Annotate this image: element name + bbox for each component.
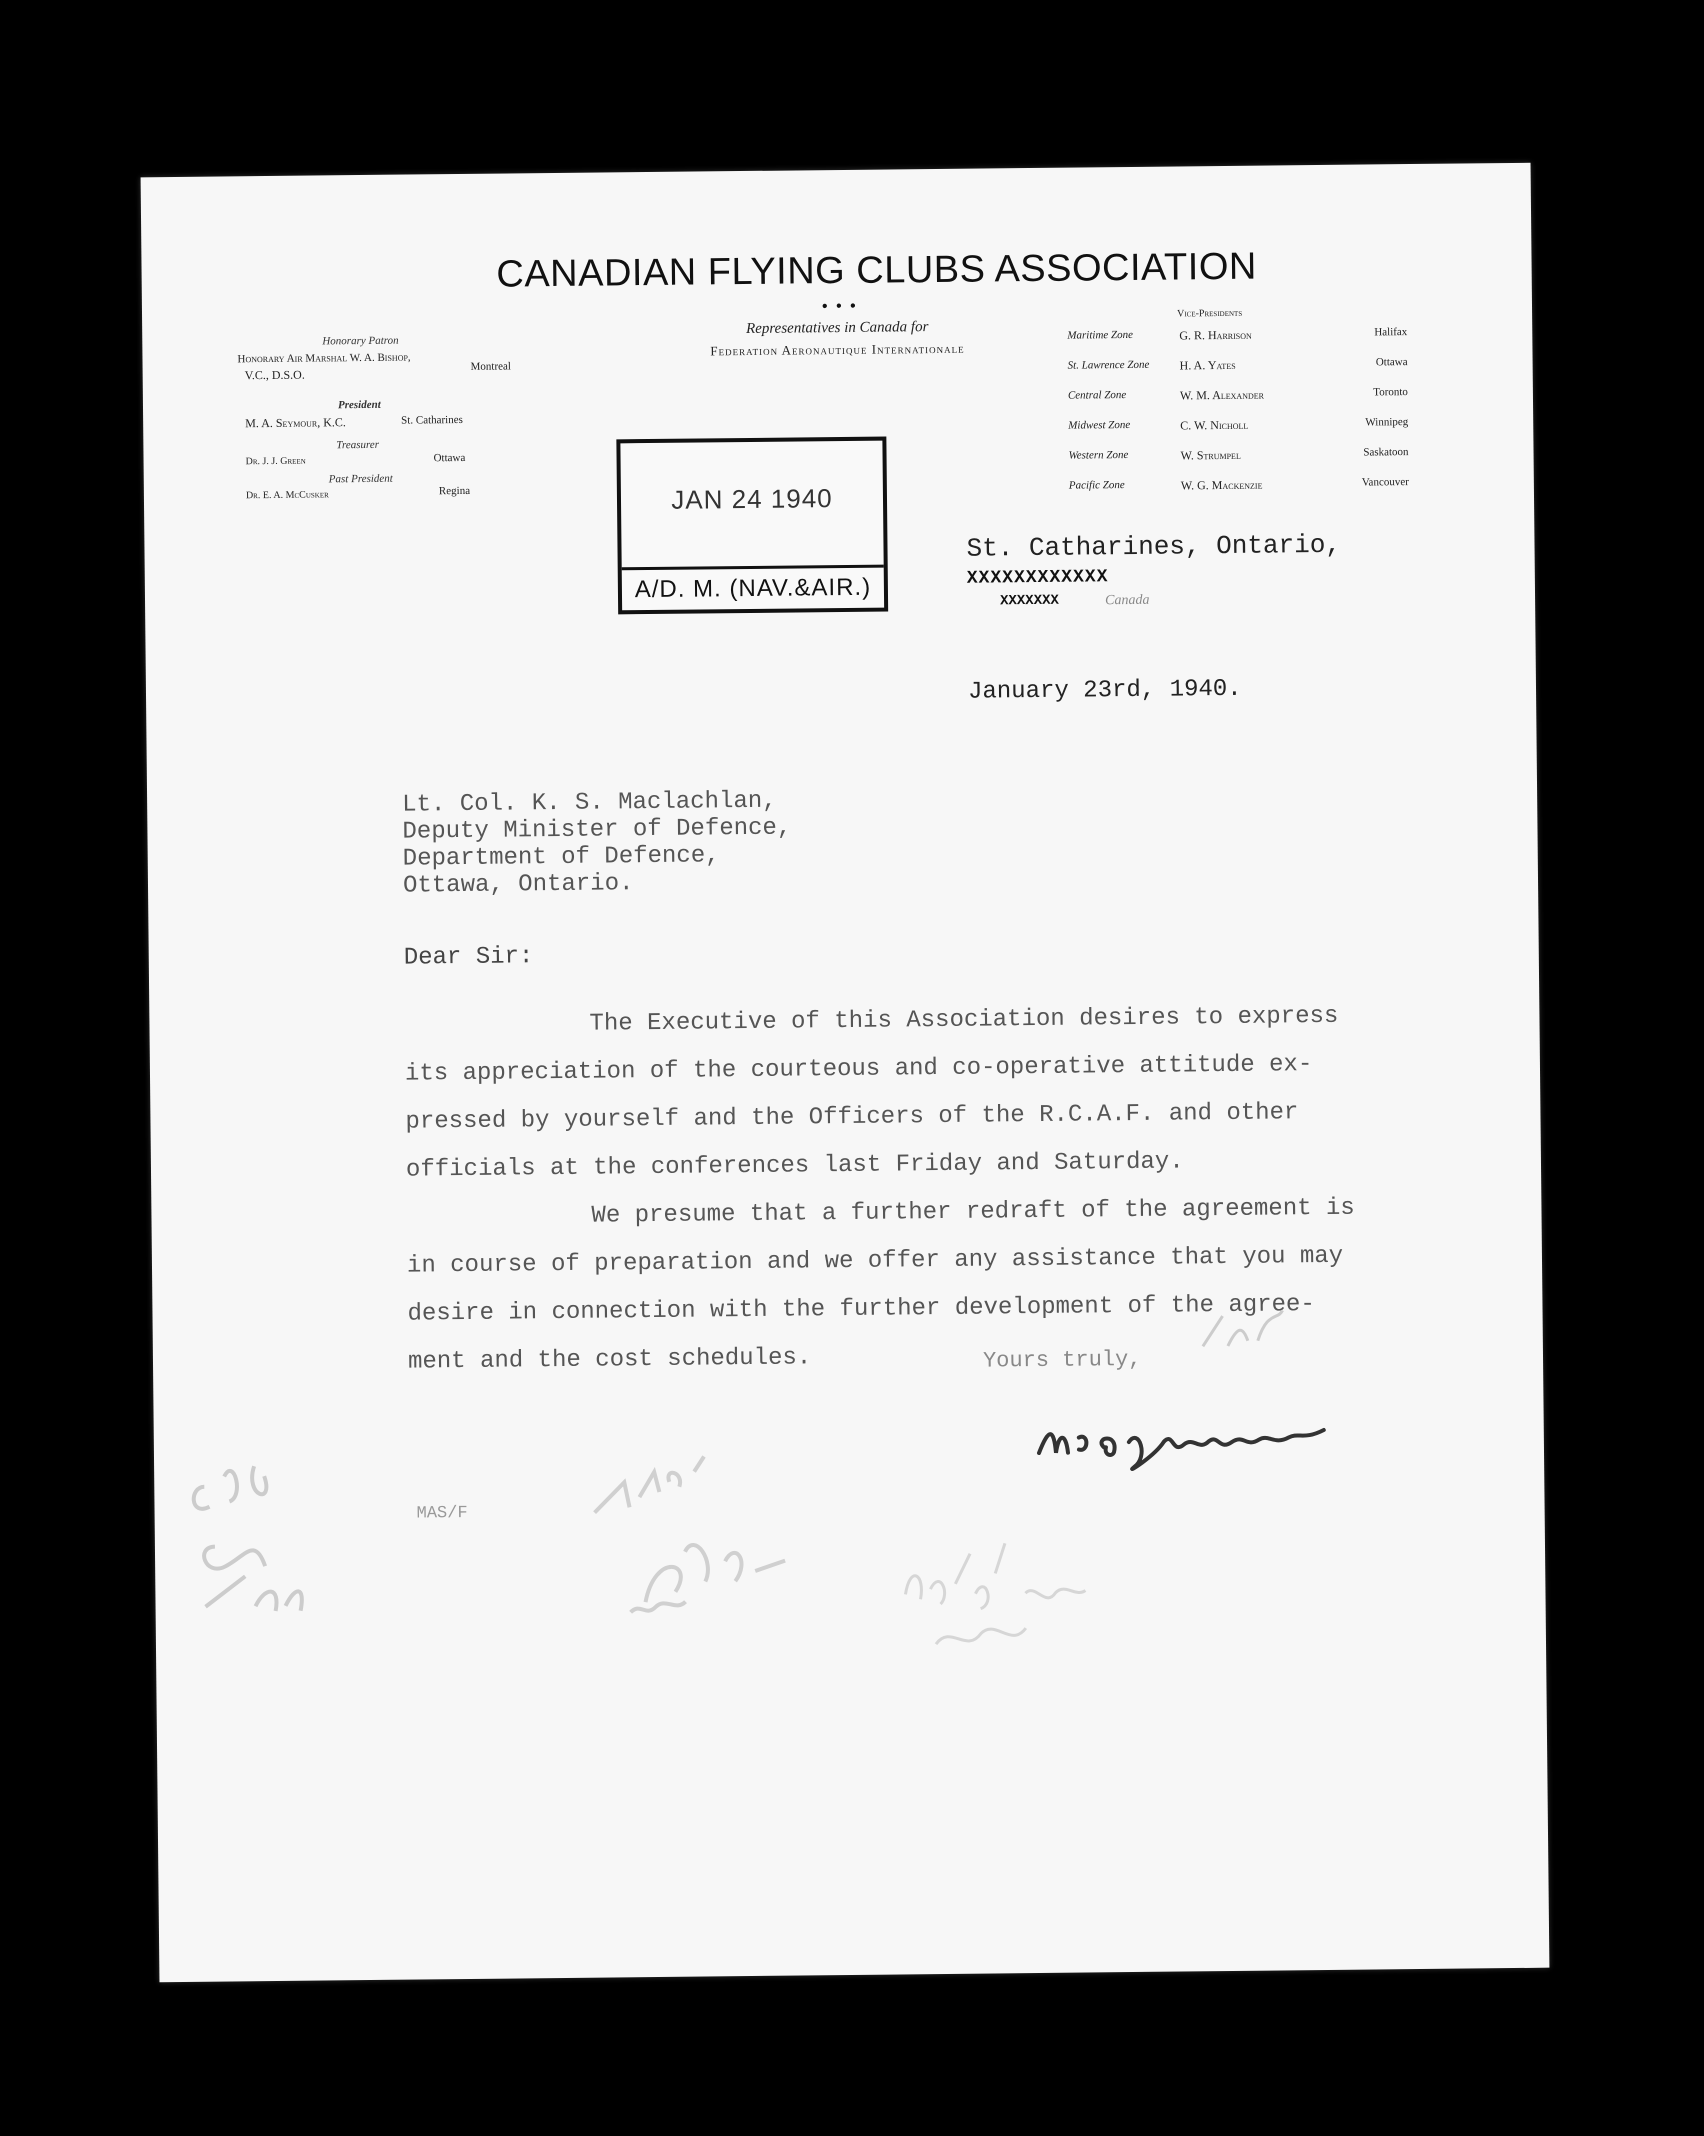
vp-zone: St. Lawrence Zone [1067,358,1150,372]
paragraph-line: desire in connection with the further development of the agree- [407,1291,1315,1328]
paragraph-line: pressed by yourself and the Officers of the R.C.A.F. and other [405,1099,1299,1136]
treasurer-label: Treasurer [336,438,380,452]
vp-zone: Pacific Zone [1068,479,1125,492]
handwritten-annotation [584,1450,846,1623]
paragraph-line: in course of preparation and we offer any assistance that you may [406,1242,1344,1280]
vp-row-central [1068,386,1408,410]
president-name: M. A. Seymour, K.C. [245,415,346,431]
paragraph-line: ment and the cost schedules. [407,1344,812,1376]
vp-row-pacific [1069,476,1409,500]
association-title: CANADIAN FLYING CLUBS ASSOCIATION [496,245,1258,296]
recipient-line: Lt. Col. K. S. Maclachlan, [402,787,777,819]
past-president-city: Regina [438,484,471,498]
vp-name: W. G. Mackenzie [1180,477,1263,493]
vp-city: Winnipeg [1365,416,1409,429]
struck-out-text: XXXXXXXXXXXX [966,567,1109,589]
letter-page [141,163,1550,1982]
struck-out-text: XXXXXXX [999,592,1059,610]
received-stamp [616,437,888,615]
past-president-label: Past President [328,472,393,486]
past-president-name: Dr. E. A. McCusker [245,489,329,502]
treasurer-name: Dr. J. J. Green [245,455,306,468]
vp-name: H. A. Yates [1179,357,1236,373]
recipient-line: Ottawa, Ontario. [402,870,634,900]
vp-zone: Maritime Zone [1067,328,1134,342]
vp-city: Halifax [1374,326,1408,339]
vp-name: G. R. Harrison [1179,327,1252,343]
reference-initials: MAS/F [416,1503,468,1524]
vp-zone: Central Zone [1067,389,1127,402]
patron-city: Montreal [470,360,511,373]
vp-city: Toronto [1373,386,1408,399]
country-label: Canada [1104,592,1150,609]
closing: Yours truly, [982,1346,1142,1374]
treasurer-city: Ottawa [433,451,466,465]
vp-name: W. M. Alexander [1179,387,1265,403]
salutation: Dear Sir: [403,943,534,972]
vp-row-midwest [1068,416,1408,440]
title-ornament: • • • [821,297,858,316]
patron-name: Honorary Air Marshal W. A. Bishop, [237,351,411,366]
letter-date: January 23rd, 1940. [967,675,1242,706]
recipient-line: Deputy Minister of Defence, [402,814,792,846]
stamp-date: JAN 24 1940 [671,483,833,515]
vp-city: Saskatoon [1363,446,1409,459]
patron-honours: V.C., D.S.O. [244,367,305,383]
location-line: St. Catharines, Ontario, [966,529,1342,564]
patron-label: Honorary Patron [322,334,399,348]
vp-zone: Midwest Zone [1068,418,1131,432]
stamp-department: A/D. M. (NAV.&AIR.) [622,565,884,611]
paragraph-line: The Executive of this Association desires to express [589,1002,1339,1038]
vp-name: C. W. Nicholl [1180,417,1249,433]
vp-zone: Western Zone [1068,448,1129,462]
vp-row-western [1068,446,1408,470]
representatives-line: Representatives in Canada for [745,319,929,337]
vp-name: W. Strumpel [1180,447,1241,463]
handwritten-initials [184,1445,336,1627]
paragraph-line: officials at the conferences last Friday and Saturday. [405,1148,1184,1184]
fai-line: Federation Aeronautique Internationale [710,340,965,359]
vp-city: Vancouver [1361,476,1409,489]
handwritten-annotation [895,1512,1097,1664]
paragraph-line: its appreciation of the courteous and co-operative attitude ex- [404,1051,1313,1088]
paragraph-line: We presume that a further redraft of the agreement is [591,1194,1355,1230]
president-city: St. Catharines [401,413,463,427]
handwritten-signature [1033,1395,1334,1478]
handwritten-mark [1197,1305,1288,1356]
vice-presidents-label: Vice-Presidents [1177,307,1243,320]
recipient-line: Department of Defence, [402,842,720,873]
president-label: President [337,398,381,412]
vp-row-st-lawrence [1068,356,1408,380]
vp-city: Ottawa [1375,356,1408,369]
vp-row-maritime [1067,326,1407,350]
